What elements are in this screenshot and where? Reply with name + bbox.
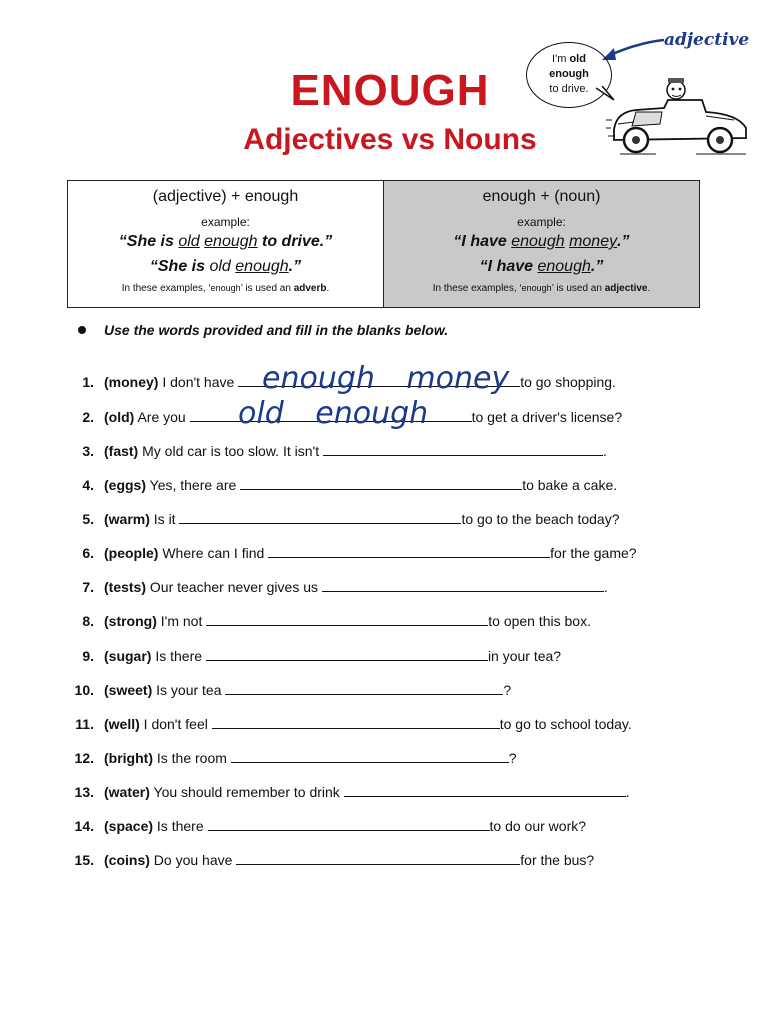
usage-note: In these examples, ‘enough’ is used an adjective.: [432, 283, 651, 294]
question-before: You should remember to drink: [153, 784, 340, 800]
column-header-adjective: (adjective) + enough: [152, 188, 299, 205]
adjective-annotation: adjective: [664, 30, 750, 50]
page-title: ENOUGH: [290, 66, 490, 115]
question-before: Is the room: [156, 750, 227, 766]
question-before: Do you have: [153, 852, 233, 868]
handwritten-answer: enough money: [262, 361, 510, 396]
question-text: [104, 613, 591, 629]
question-number: 9.: [82, 648, 94, 664]
question-before: Where can I find: [162, 545, 265, 561]
prompt-word: (space): [104, 818, 154, 834]
question-text: [104, 716, 632, 732]
bullet-icon: [78, 326, 86, 334]
answer-blank[interactable]: [231, 750, 509, 763]
answer-blank[interactable]: [236, 852, 520, 865]
question-before: Is there: [156, 818, 204, 834]
question-text: [104, 682, 511, 698]
question-before: I'm not: [160, 613, 203, 629]
question-after: .: [603, 579, 608, 595]
question-after: for the game?: [550, 545, 637, 561]
question-text: [104, 545, 637, 561]
prompt-word: (eggs): [104, 477, 146, 493]
prompt-word: (well): [104, 716, 140, 732]
answer-blank[interactable]: [344, 784, 626, 797]
question-text: [104, 579, 608, 595]
example-sentence: “I have enough money.”: [453, 233, 630, 250]
question-after: to bake a cake.: [522, 477, 618, 493]
question-text: [104, 477, 617, 493]
question-number: 10.: [74, 682, 94, 698]
question-number: 3.: [82, 443, 94, 459]
question-number: 6.: [82, 545, 94, 561]
prompt-word: (strong): [104, 613, 157, 629]
question-number: 14.: [74, 818, 94, 834]
question-before: My old car is too slow. It isn't: [142, 443, 320, 459]
instruction-text: Use the words provided and fill in the blanks below.: [104, 322, 449, 338]
answer-blank[interactable]: [322, 579, 604, 592]
prompt-word: (tests): [104, 579, 147, 595]
answer-blank[interactable]: [208, 818, 490, 831]
cartoon-car-driver-icon: [606, 76, 754, 158]
question-text: [104, 443, 607, 459]
question-after: to go shopping.: [520, 374, 616, 390]
question-number: 8.: [82, 613, 94, 629]
question-before: Is there: [155, 648, 203, 664]
question-number: 1.: [82, 374, 94, 390]
prompt-word: (fast): [104, 443, 139, 459]
prompt-word: (people): [104, 545, 159, 561]
question-after: to get a driver's license?: [471, 409, 623, 425]
example-sentence: “I have enough.”: [479, 258, 604, 275]
question-before: I don't feel: [143, 716, 208, 732]
question-number: 11.: [75, 716, 94, 732]
bubble-text-1: I'm: [552, 53, 567, 65]
answer-blank[interactable]: [179, 511, 461, 524]
question-text: [104, 784, 630, 800]
column-header-noun: enough + (noun): [482, 188, 601, 205]
question-number: 7.: [82, 579, 94, 595]
question-text: [104, 818, 586, 834]
prompt-word: (water): [104, 784, 150, 800]
example-label: example:: [517, 215, 566, 229]
noun-column: [383, 181, 699, 307]
question-after: .: [625, 784, 630, 800]
usage-note: In these examples, ‘enough’ is used an adverb.: [121, 283, 330, 294]
bubble-text-bold: old: [569, 53, 586, 65]
question-after: .: [602, 443, 607, 459]
question-number: 13.: [74, 784, 94, 800]
question-after: in your tea?: [487, 648, 562, 664]
answer-blank[interactable]: [206, 648, 488, 661]
handwritten-answer: old enough: [238, 396, 429, 431]
question-after: for the bus?: [520, 852, 595, 868]
question-number: 5.: [82, 511, 94, 527]
question-before: Are you: [137, 409, 186, 425]
prompt-word: (sugar): [104, 648, 152, 664]
prompt-word: (money): [104, 374, 159, 390]
question-after: ?: [508, 750, 517, 766]
question-before: Our teacher never gives us: [149, 579, 318, 595]
example-label: example:: [201, 215, 250, 229]
question-after: to go to school today.: [499, 716, 632, 732]
answer-blank[interactable]: [206, 613, 488, 626]
question-text: [104, 852, 594, 868]
question-number: 15.: [74, 852, 94, 868]
question-before: Is your tea: [156, 682, 222, 698]
question-before: Is it: [153, 511, 176, 527]
question-before: I don't have: [162, 374, 235, 390]
question-after: to do our work?: [489, 818, 587, 834]
prompt-word: (coins): [104, 852, 150, 868]
arrow-icon: [600, 34, 666, 64]
bubble-text-2: enough: [549, 68, 589, 80]
question-after: to go to the beach today?: [461, 511, 620, 527]
question-number: 4.: [82, 477, 94, 493]
answer-blank[interactable]: [268, 545, 550, 558]
adjective-column: [68, 181, 383, 307]
question-after: to open this box.: [488, 613, 591, 629]
prompt-word: (bright): [104, 750, 153, 766]
question-after: ?: [503, 682, 512, 698]
prompt-word: (warm): [104, 511, 150, 527]
instruction-line: [78, 322, 448, 338]
question-before: Yes, there are: [149, 477, 237, 493]
question-text: [104, 648, 561, 664]
question-text: [104, 511, 619, 527]
question-text: [104, 750, 517, 766]
answer-blank[interactable]: [323, 443, 603, 456]
answer-blank[interactable]: [212, 716, 500, 729]
example-sentence: “She is old enough.”: [149, 258, 302, 275]
question-number: 12.: [74, 750, 94, 766]
comparison-table: [67, 180, 700, 308]
page-subtitle: Adjectives vs Nouns: [243, 123, 537, 156]
question-number: 2.: [82, 409, 94, 425]
answer-blank[interactable]: [240, 477, 522, 490]
bubble-text-3: to drive.: [549, 83, 589, 95]
example-sentence: “She is old enough to drive.”: [118, 233, 333, 250]
prompt-word: (sweet): [104, 682, 153, 698]
prompt-word: (old): [104, 409, 135, 425]
answer-blank[interactable]: [225, 682, 503, 695]
